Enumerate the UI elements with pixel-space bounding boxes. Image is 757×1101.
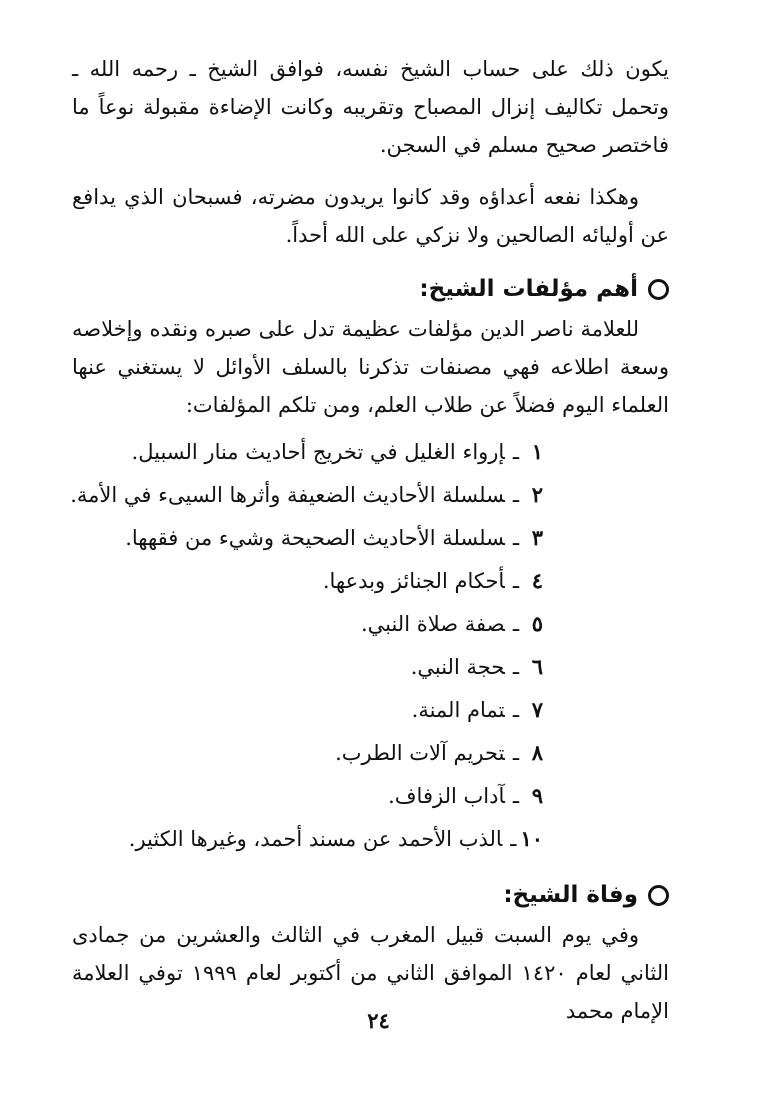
circle-bullet-icon <box>648 885 669 906</box>
item-number: ٧ <box>531 697 543 722</box>
intro-paragraph-2: وهكذا نفعه أعداؤه وقد كانوا يريدون مضرته، فسبحان الذي يدافع عن أوليائه الصالحين ولا نزكي على الله أحداً. <box>72 185 669 247</box>
item-number: ٨ <box>531 740 543 765</box>
list-item: ٣ـسلسلة الأحاديث الصحيحة وشيء من فقهها. <box>72 516 543 559</box>
list-item: ٦ـحجة النبي. <box>72 645 543 688</box>
death-heading <box>72 882 669 908</box>
item-number: ٦ <box>531 654 543 679</box>
item-title: سلسلة الأحاديث الضعيفة وأثرها السيىء في الأمة. <box>70 483 505 507</box>
item-title: إرواء الغليل في تخريج أحاديث منار السبيل. <box>131 440 505 464</box>
page-number: ٢٤ <box>367 1008 390 1033</box>
list-item: ٩ـآداب الزفاف. <box>72 774 543 817</box>
list-item: ٧ـتمام المنة. <box>72 688 543 731</box>
list-item: ٤ـأحكام الجنائز وبدعها. <box>72 559 543 602</box>
item-title: صفة صلاة النبي. <box>360 612 505 636</box>
works-list <box>72 430 669 860</box>
item-title: حجة النبي. <box>410 655 505 679</box>
list-item: ٨ـتحريم آلات الطرب. <box>72 731 543 774</box>
works-intro: للعلامة ناصر الدين مؤلفات عظيمة تدل على صبره ونقده وإخلاصه وسعة اطلاعه فهي مصنفات تذكرنا بالسلف الأوائل لا يستغني عنها العلماء اليوم فضلاً عن طلاب العلم، ومن تلكم المؤلفات: <box>72 317 669 417</box>
item-number: ١٠ <box>520 826 543 851</box>
item-number: ٤ <box>531 568 543 593</box>
list-item: ٢ـسلسلة الأحاديث الضعيفة وأثرها السيىء في الأمة. <box>72 473 543 516</box>
item-title: تمام المنة. <box>411 698 505 722</box>
paragraph-gap <box>72 164 669 178</box>
intro-paragraph-1: يكون ذلك على حساب الشيخ نفسه، فوافق الشيخ ـ رحمه الله ـ وتحمل تكاليف إنزال المصباح وتقريبه وكانت الإضاءة مقبولة نوعاً ما فاختصر صحيح مسلم في السجن. <box>72 57 669 157</box>
item-title: الذب الأحمد عن مسند أحمد، وغيرها الكثير. <box>128 827 503 851</box>
item-title: تحريم آلات الطرب. <box>335 741 505 765</box>
list-item: ١ـإرواء الغليل في تخريج أحاديث منار السبيل. <box>72 430 543 473</box>
death-heading-text: وفاة الشيخ: <box>503 882 638 908</box>
list-item: ١٠ـالذب الأحمد عن مسند أحمد، وغيرها الكثير. <box>72 817 543 860</box>
item-number: ٢ <box>531 482 543 507</box>
item-number: ٣ <box>531 525 543 550</box>
item-title: سلسلة الأحاديث الصحيحة وشيء من فقهها. <box>125 526 505 550</box>
item-number: ٥ <box>531 611 543 636</box>
death-paragraph: وفي يوم السبت قبيل المغرب في الثالث والعشرين من جمادى الثاني لعام ١٤٢٠ الموافق الثاني من أكتوبر لعام ١٩٩٩ توفي العلامة الإمام محمد <box>72 923 669 1023</box>
item-title: أحكام الجنائز وبدعها. <box>322 569 505 593</box>
works-heading <box>72 276 669 302</box>
list-item: ٥ـصفة صلاة النبي. <box>72 602 543 645</box>
item-title: آداب الزفاف. <box>388 784 505 808</box>
item-number: ٩ <box>531 783 543 808</box>
works-heading-text: أهم مؤلفات الشيخ: <box>419 276 638 302</box>
circle-bullet-icon <box>648 279 669 300</box>
item-number: ١ <box>531 439 543 464</box>
